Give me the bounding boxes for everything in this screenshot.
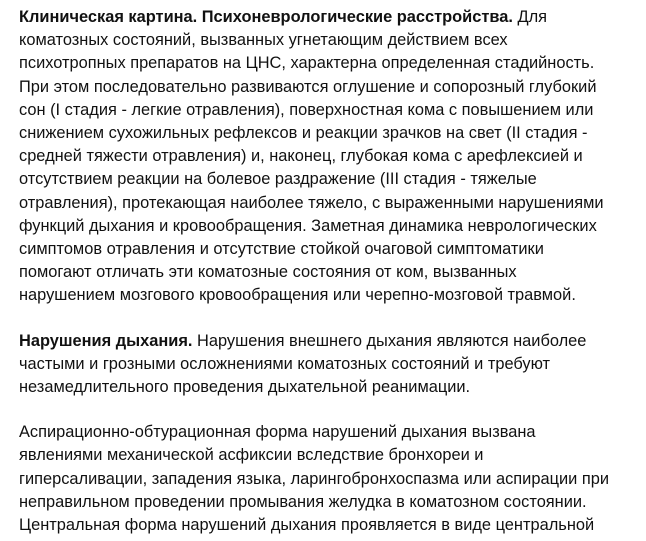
text-line: нарушением мозгового кровообращения или черепно-мозговой травмой. <box>19 286 576 305</box>
text-line: снижением сухожильных рефлексов и реакции зрачков на свет (II стадия - <box>19 124 588 143</box>
text-line <box>19 330 638 353</box>
text-line: явлениями механической асфиксии вследствие бронхореи и <box>19 446 484 465</box>
text-line: психотропных препаратов на ЦНС, характерна определенная стадийность. <box>19 54 595 73</box>
text-line: коматозных состояний, вызванных угнетающим действием всех <box>19 31 508 50</box>
text-line: частыми и грозными осложнениями коматозных состояний и требуют <box>19 354 551 373</box>
text-line: незамедлительного проведения дыхательной реанимации. <box>19 378 471 397</box>
section-heading-clinical-picture: Клиническая картина. Психоневрологические расстройства. <box>19 8 513 26</box>
text-line: сон (I стадия - легкие отравления), поверхностная кома с повышением или <box>19 100 594 119</box>
paragraph-clinical-picture <box>19 6 638 308</box>
text-line: Аспирационно-обтурационная форма нарушений дыхания вызвана <box>19 423 536 442</box>
text-line: гиперсаливации, западения языка, ларингобронхоспазма или аспирации при <box>19 469 609 488</box>
text-line: неправильном проведении промывания желудка в коматозном состоянии. <box>19 492 587 511</box>
text-line <box>19 6 638 29</box>
section-heading-breathing-disorders: Нарушения дыхания. <box>19 331 193 350</box>
text-line: отравления), протекающая наиболее тяжело, с выраженными нарушениями <box>19 193 604 212</box>
text-line: функций дыхания и кровообращения. Заметная динамика неврологических <box>19 216 597 235</box>
paragraph-aspiration-obturation <box>19 421 638 537</box>
text-line: отсутствием реакции на болевое раздражение (III стадия - тяжелые <box>19 170 537 189</box>
text-line: помогают отличать эти коматозные состояния от ком, вызванных <box>19 263 517 282</box>
text-line: симптомов отравления и отсутствие стойкой очаговой симптоматики <box>19 240 544 259</box>
paragraph-breathing-disorders <box>19 330 638 400</box>
text-line-fragment: Для <box>512 8 548 26</box>
text-line: При этом последовательно развиваются оглушение и сопорозный глубокий <box>19 77 597 96</box>
text-line: Центральная форма нарушений дыхания проявляется в виде центральной <box>19 516 595 535</box>
text-line-fragment: Нарушения внешнего дыхания являются наиболее <box>192 331 587 350</box>
text-line: средней тяжести отравления) и, наконец, глубокая кома с арефлексией и <box>19 147 583 166</box>
